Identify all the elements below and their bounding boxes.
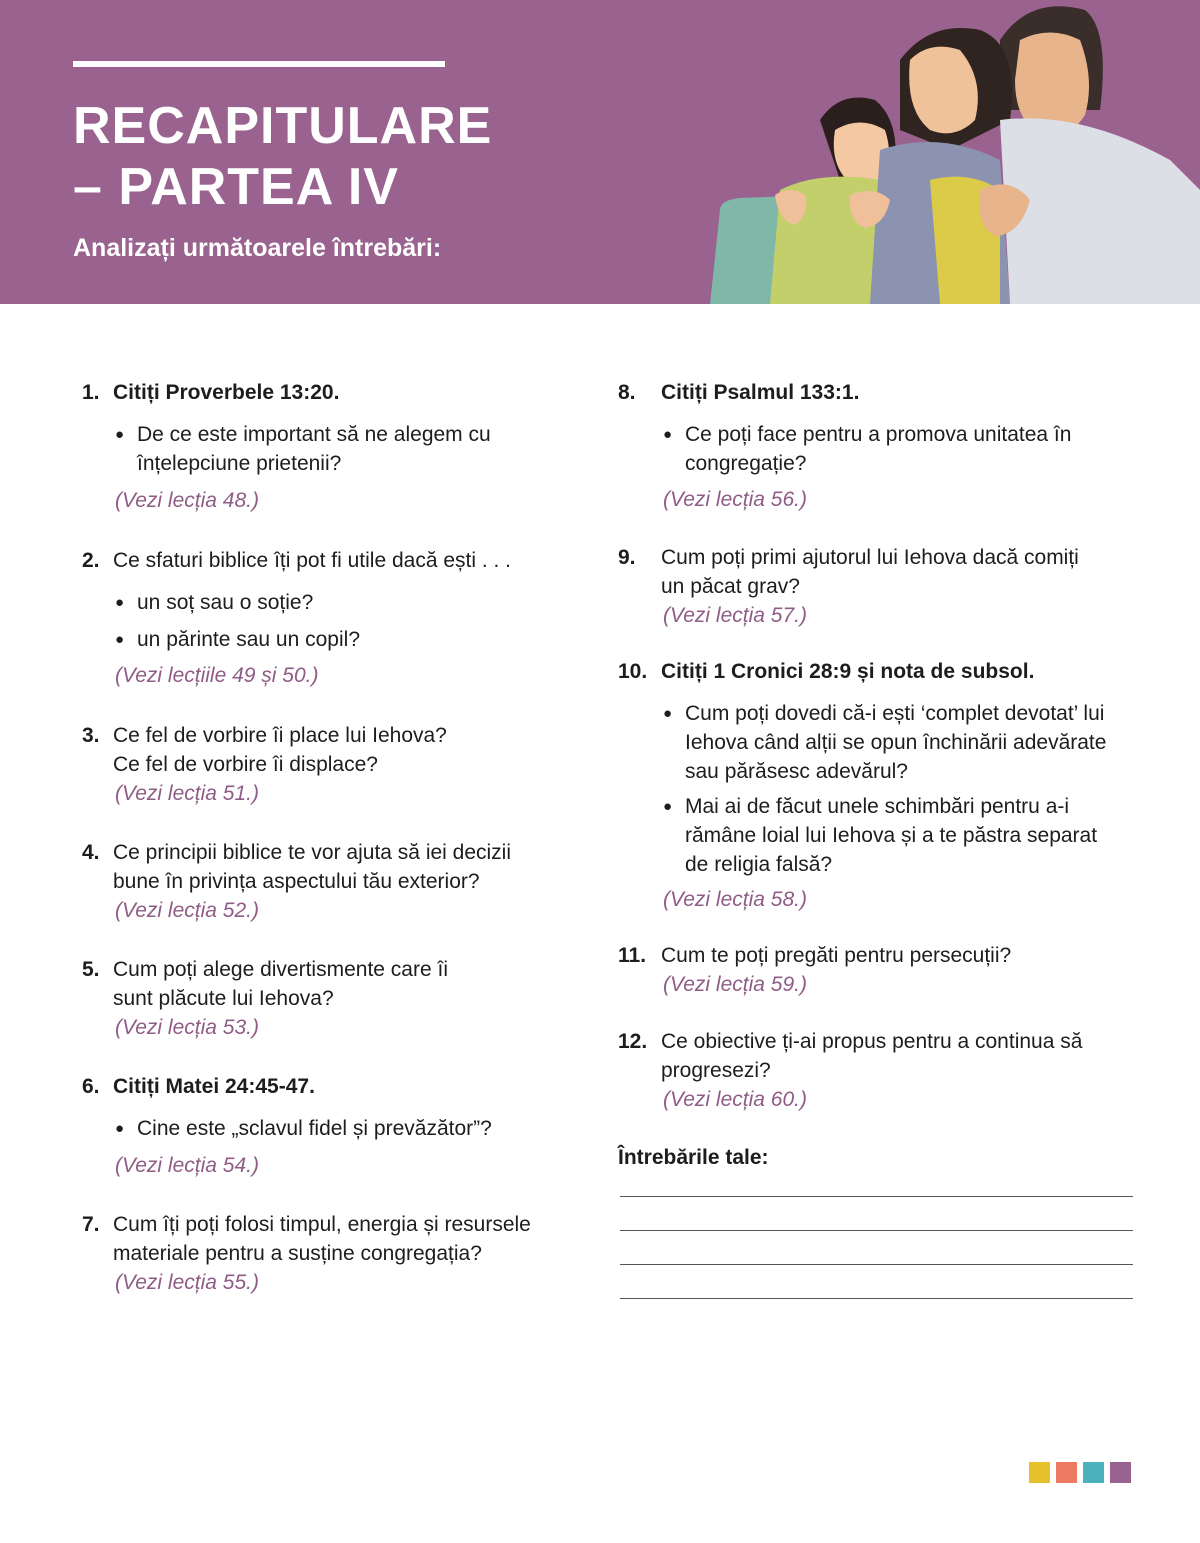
question-text: Citiți Psalmul 133:1. — [661, 381, 860, 404]
orange-square — [1056, 1462, 1077, 1483]
question-heading — [618, 1027, 1138, 1085]
question-text: Cum îți poți folosi timpul, energia și resursele materiale pentru a susține congregația? — [113, 1213, 531, 1265]
lesson-reference: (Vezi lecția 57.) — [663, 604, 807, 627]
question-heading — [82, 721, 572, 779]
question-item — [82, 546, 572, 690]
family-praying-illustration — [700, 0, 1200, 304]
bullet-item: ● un soț sau o soție? — [115, 588, 572, 617]
lesson-reference: (Vezi lecția 48.) — [115, 489, 259, 512]
answer-line[interactable] — [620, 1196, 1133, 1197]
question-text: Ce principii biblice te vor ajuta să iei decizii bune în privința aspectului tău exterior? — [113, 841, 512, 893]
question-text: Citiți 1 Cronici 28:9 și nota de subsol. — [661, 660, 1035, 683]
question-heading — [82, 1072, 572, 1101]
question-heading — [618, 543, 1138, 601]
questions-left-column — [82, 378, 572, 1297]
question-number: 11. — [618, 944, 647, 967]
teal-square — [1083, 1462, 1104, 1483]
bullet-list — [663, 420, 1138, 478]
bullet-item: ● Mai ai de făcut unele schimbări pentru a-i rămâne loial lui Iehova și a te păstra separat de religia falsă? — [663, 792, 1105, 879]
question-item — [82, 378, 572, 515]
question-item — [82, 1072, 572, 1180]
lesson-reference: (Vezi lecția 51.) — [115, 782, 259, 805]
question-item — [82, 721, 572, 808]
question-text: Cum poți alege divertismente care îi sunt plăcute lui Iehova? — [113, 958, 448, 1010]
question-item — [82, 1210, 572, 1297]
question-item — [618, 378, 1138, 514]
question-item — [618, 543, 1138, 630]
question-number: 3. — [82, 724, 100, 747]
lesson-reference: (Vezi lecția 52.) — [115, 899, 259, 922]
question-item — [618, 941, 1138, 999]
question-text: Ce fel de vorbire îi place lui Iehova? Ce fel de vorbire îi displace? — [113, 724, 447, 776]
lesson-reference: (Vezi lecția 56.) — [663, 488, 807, 511]
lesson-reference: (Vezi lecția 55.) — [115, 1271, 259, 1294]
bullet-list — [115, 420, 572, 478]
question-text: Citiți Proverbele 13:20. — [113, 381, 340, 404]
page-title-line1: RECAPITULARE — [73, 97, 493, 155]
question-text: Cum te poți pregăti pentru persecuții? — [661, 944, 1012, 967]
header-banner — [0, 0, 1200, 304]
question-heading — [618, 941, 1138, 970]
question-heading — [618, 657, 1138, 686]
question-text: Cum poți primi ajutorul lui Iehova dacă comiți un păcat grav? — [661, 546, 1079, 598]
question-number: 4. — [82, 841, 100, 864]
question-item — [618, 657, 1138, 914]
lesson-reference: (Vezi lecția 59.) — [663, 973, 807, 996]
question-heading — [82, 378, 572, 407]
question-text: Ce sfaturi biblice îți pot fi utile dacă ești . . . — [113, 549, 512, 572]
lesson-reference: (Vezi lecția 54.) — [115, 1154, 259, 1177]
question-heading — [82, 955, 572, 1013]
lesson-reference: (Vezi lecțiile 49 și 50.) — [115, 664, 319, 687]
question-heading — [82, 838, 572, 896]
question-text: Ce obiective ți-ai propus pentru a continua să progresezi? — [661, 1030, 1083, 1082]
color-squares — [1029, 1462, 1131, 1483]
question-heading — [82, 1210, 572, 1268]
bullet-item: ● un părinte sau un copil? — [115, 625, 572, 654]
page-title — [73, 96, 492, 218]
question-number: 12. — [618, 1030, 648, 1053]
question-number: 10. — [618, 660, 648, 683]
bullet-list — [115, 1114, 572, 1143]
question-heading — [618, 378, 1138, 407]
header-rule — [73, 61, 445, 67]
question-number: 6. — [82, 1075, 100, 1098]
question-text: Citiți Matei 24:45-47. — [113, 1075, 315, 1098]
question-number: 5. — [82, 958, 100, 981]
bullet-item: ● Ce poți face pentru a promova unitatea în congregație? — [663, 420, 1105, 478]
question-number: 2. — [82, 549, 100, 572]
bullet-item: ● Cine este „sclavul fidel și prevăzător”? — [115, 1114, 572, 1143]
question-number: 1. — [82, 381, 100, 404]
lesson-reference: (Vezi lecția 53.) — [115, 1016, 259, 1039]
question-number: 8. — [618, 381, 636, 404]
lesson-reference: (Vezi lecția 60.) — [663, 1088, 807, 1111]
question-item — [618, 1027, 1138, 1114]
question-item — [82, 838, 572, 925]
page-title-line2: – PARTEA IV — [73, 158, 399, 216]
question-number: 9. — [618, 546, 636, 569]
your-questions-label: Întrebările tale: — [618, 1146, 769, 1169]
purple-square — [1110, 1462, 1131, 1483]
bullet-item: ● Cum poți dovedi că-i ești ‘complet devotat’ lui Iehova când alții se opun închinării adevărate sau părăsesc adevărul? — [663, 699, 1140, 786]
yellow-square — [1029, 1462, 1050, 1483]
bullet-list — [663, 699, 1138, 879]
page-subtitle: Analizați următoarele întrebări: — [73, 234, 442, 262]
question-number: 7. — [82, 1213, 100, 1236]
answer-line[interactable] — [620, 1230, 1133, 1231]
question-heading — [82, 546, 572, 575]
answer-line[interactable] — [620, 1298, 1133, 1299]
bullet-list — [115, 588, 572, 654]
questions-right-column — [618, 378, 1138, 1172]
bullet-item: ● De ce este important să ne alegem cu înțelepciune prietenii? — [115, 420, 572, 478]
question-item — [82, 955, 572, 1042]
answer-line[interactable] — [620, 1264, 1133, 1265]
lesson-reference: (Vezi lecția 58.) — [663, 888, 807, 911]
